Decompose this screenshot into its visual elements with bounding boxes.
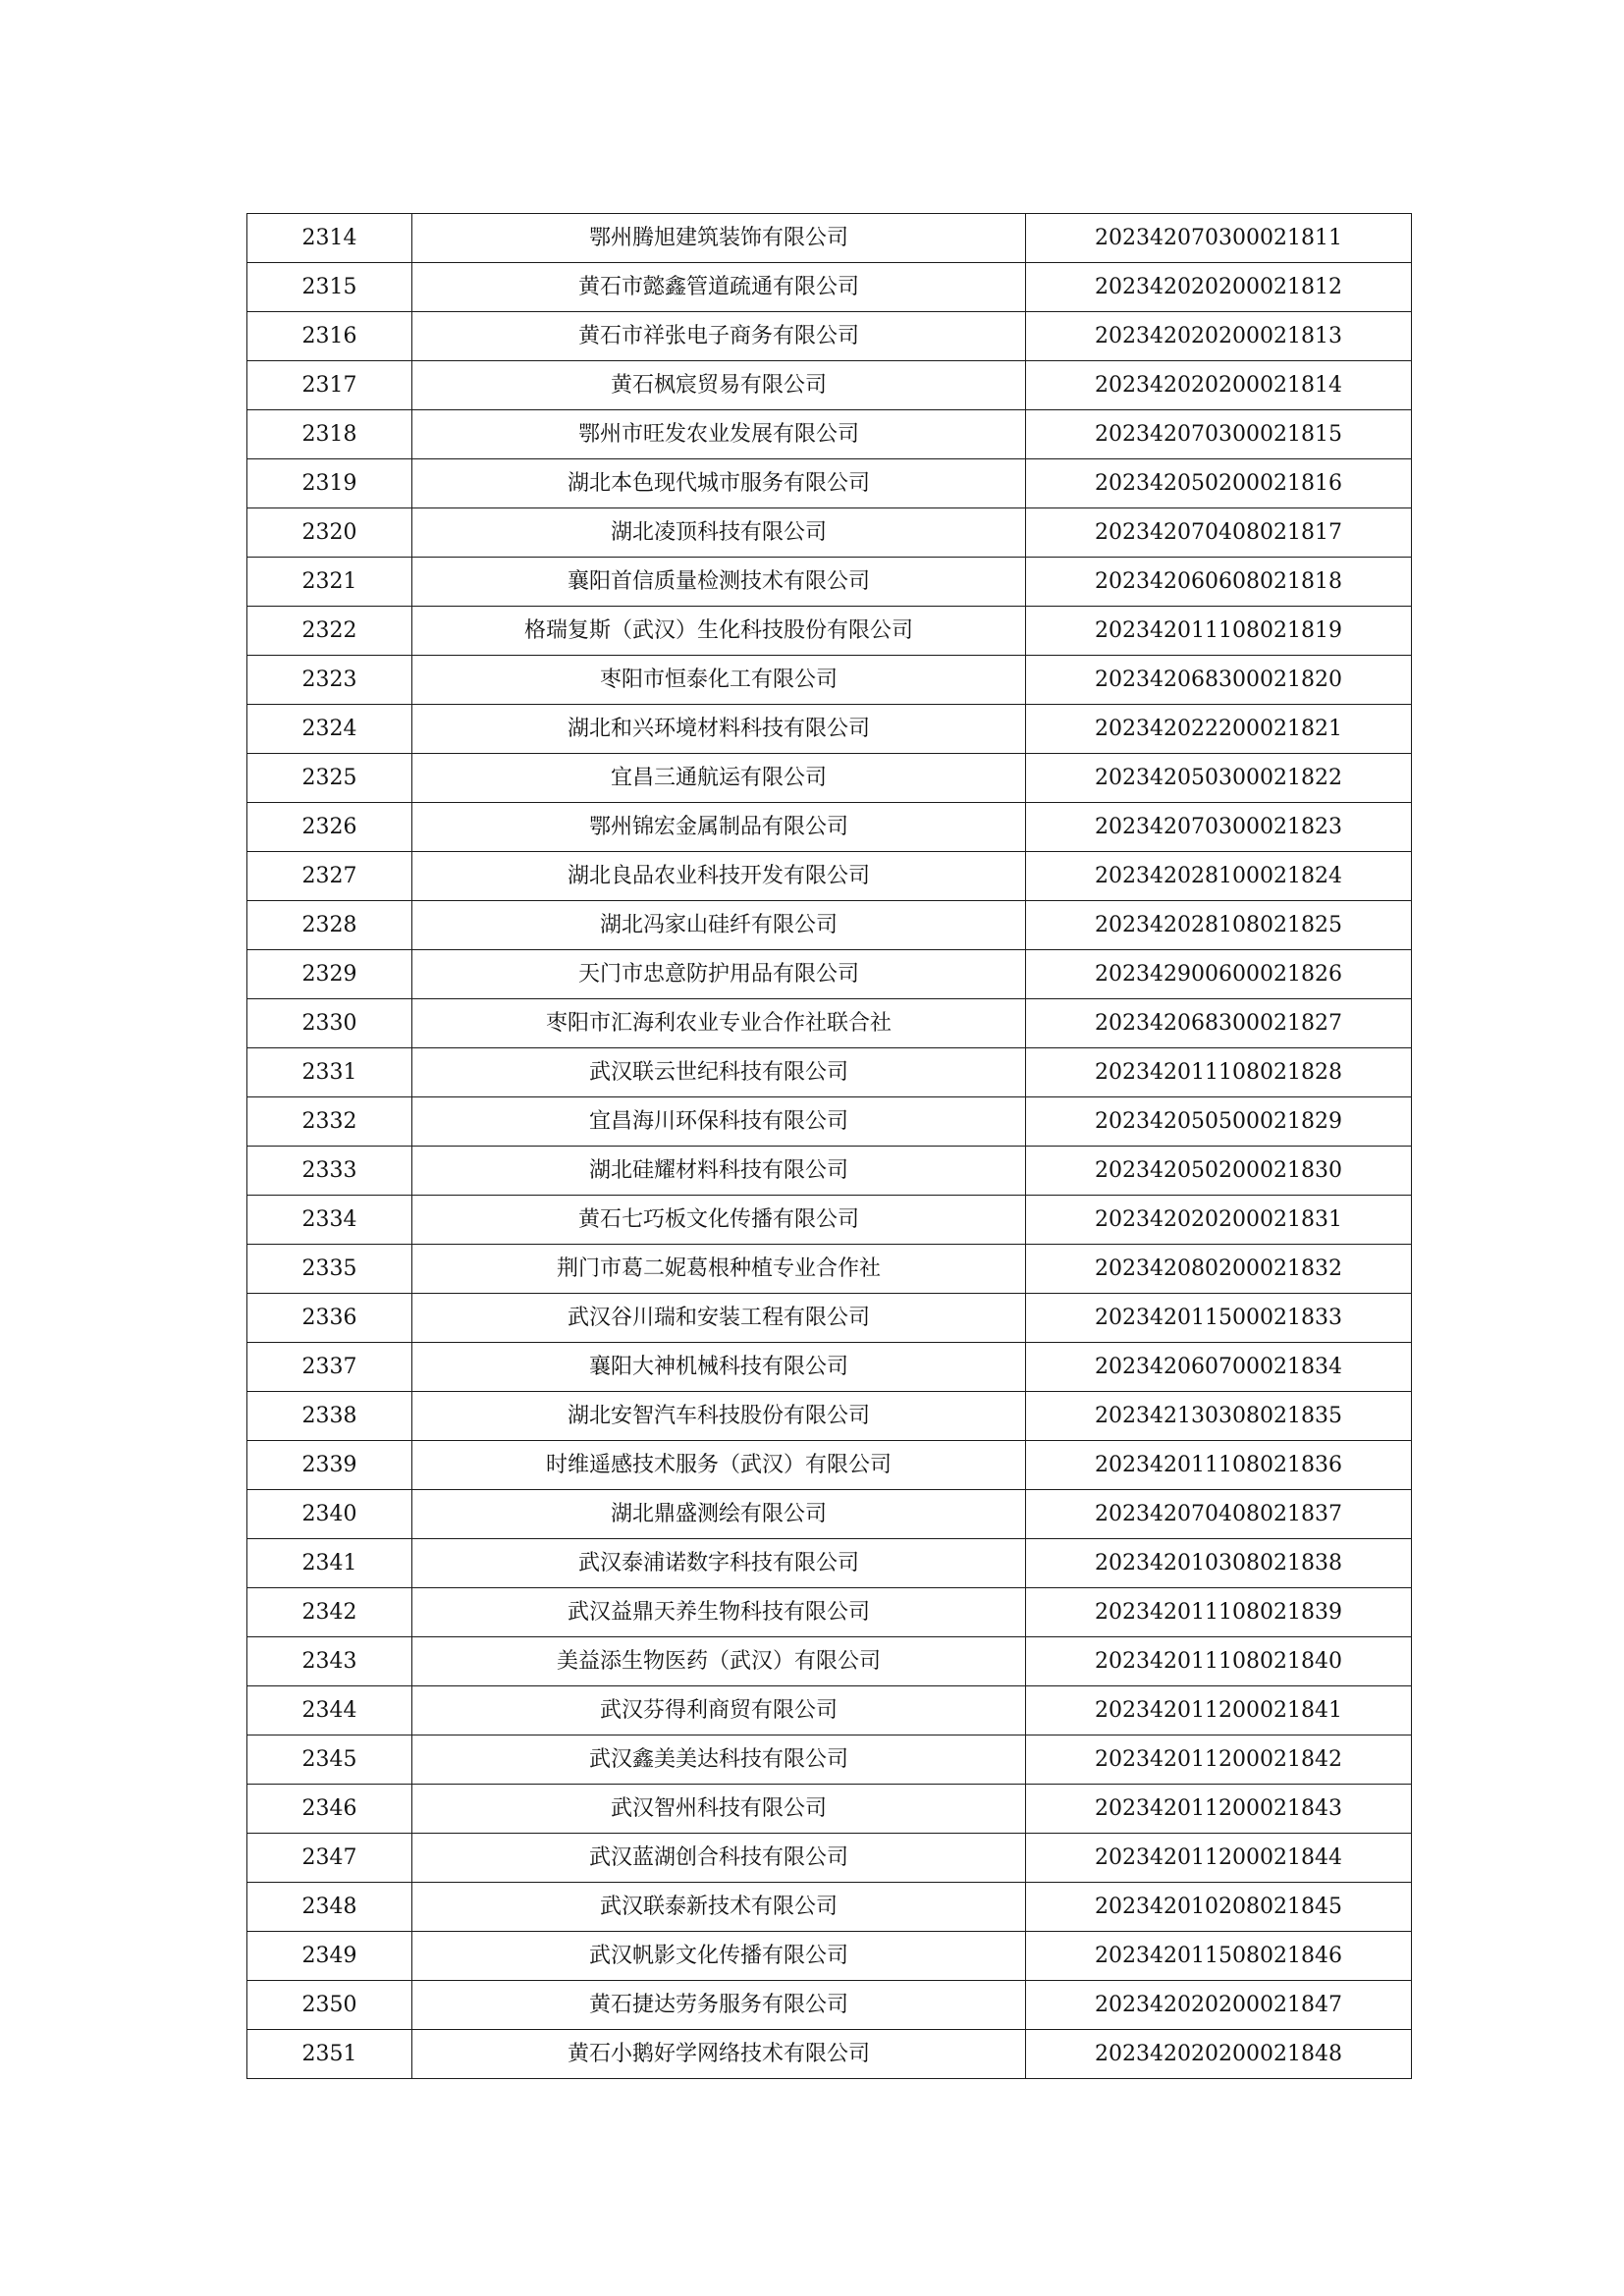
registration-code-cell: 202342068300021827 <box>1026 999 1412 1048</box>
registration-code-cell: 202342070300021811 <box>1026 214 1412 263</box>
registration-code-cell: 202342011108021836 <box>1026 1441 1412 1490</box>
company-name-cell: 武汉联泰新技术有限公司 <box>412 1883 1026 1932</box>
table-row <box>247 312 1412 361</box>
table-body <box>247 214 1412 2079</box>
company-name-cell: 湖北硅耀材料科技有限公司 <box>412 1147 1026 1196</box>
registration-code-cell: 202342028108021825 <box>1026 901 1412 950</box>
row-index-cell: 2322 <box>247 607 412 656</box>
company-name-cell: 武汉泰浦诺数字科技有限公司 <box>412 1539 1026 1588</box>
table-row <box>247 803 1412 852</box>
registration-code-cell: 202342070408021817 <box>1026 508 1412 558</box>
row-index-cell: 2337 <box>247 1343 412 1392</box>
row-index-cell: 2320 <box>247 508 412 558</box>
table-row <box>247 1147 1412 1196</box>
company-name-cell: 武汉益鼎天养生物科技有限公司 <box>412 1588 1026 1637</box>
registration-code-cell: 202342020200021831 <box>1026 1196 1412 1245</box>
table-row <box>247 1097 1412 1147</box>
company-name-cell: 湖北本色现代城市服务有限公司 <box>412 459 1026 508</box>
table-row <box>247 1490 1412 1539</box>
table-row <box>247 1735 1412 1785</box>
table-row <box>247 607 1412 656</box>
table-row <box>247 656 1412 705</box>
row-index-cell: 2329 <box>247 950 412 999</box>
registration-code-cell: 202342011200021843 <box>1026 1785 1412 1834</box>
company-name-cell: 鄂州腾旭建筑装饰有限公司 <box>412 214 1026 263</box>
company-name-cell: 鄂州锦宏金属制品有限公司 <box>412 803 1026 852</box>
company-name-cell: 格瑞复斯（武汉）生化科技股份有限公司 <box>412 607 1026 656</box>
company-name-cell: 黄石市懿鑫管道疏通有限公司 <box>412 263 1026 312</box>
table-row <box>247 1048 1412 1097</box>
table-row <box>247 1834 1412 1883</box>
row-index-cell: 2314 <box>247 214 412 263</box>
company-name-cell: 黄石市祥张电子商务有限公司 <box>412 312 1026 361</box>
row-index-cell: 2338 <box>247 1392 412 1441</box>
row-index-cell: 2315 <box>247 263 412 312</box>
registration-code-cell: 202342011108021819 <box>1026 607 1412 656</box>
company-name-cell: 武汉智州科技有限公司 <box>412 1785 1026 1834</box>
row-index-cell: 2330 <box>247 999 412 1048</box>
registration-code-cell: 202342070300021815 <box>1026 410 1412 459</box>
company-name-cell: 时维遥感技术服务（武汉）有限公司 <box>412 1441 1026 1490</box>
table-row <box>247 1932 1412 1981</box>
registration-code-cell: 202342011108021839 <box>1026 1588 1412 1637</box>
table-row <box>247 950 1412 999</box>
registration-code-cell: 202342011508021846 <box>1026 1932 1412 1981</box>
company-name-cell: 武汉芬得利商贸有限公司 <box>412 1686 1026 1735</box>
table-row <box>247 1245 1412 1294</box>
registration-code-cell: 202342060700021834 <box>1026 1343 1412 1392</box>
company-name-cell: 武汉谷川瑞和安装工程有限公司 <box>412 1294 1026 1343</box>
row-index-cell: 2332 <box>247 1097 412 1147</box>
company-name-cell: 美益添生物医药（武汉）有限公司 <box>412 1637 1026 1686</box>
row-index-cell: 2340 <box>247 1490 412 1539</box>
row-index-cell: 2316 <box>247 312 412 361</box>
company-name-cell: 武汉帆影文化传播有限公司 <box>412 1932 1026 1981</box>
row-index-cell: 2343 <box>247 1637 412 1686</box>
company-name-cell: 武汉蓝湖创合科技有限公司 <box>412 1834 1026 1883</box>
registration-code-cell: 202342900600021826 <box>1026 950 1412 999</box>
company-registry-table <box>246 213 1412 2079</box>
registration-code-cell: 202342011200021844 <box>1026 1834 1412 1883</box>
row-index-cell: 2318 <box>247 410 412 459</box>
company-name-cell: 枣阳市汇海利农业专业合作社联合社 <box>412 999 1026 1048</box>
registration-code-cell: 202342070300021823 <box>1026 803 1412 852</box>
table-row <box>247 263 1412 312</box>
row-index-cell: 2351 <box>247 2030 412 2079</box>
registration-code-cell: 202342070408021837 <box>1026 1490 1412 1539</box>
table-row <box>247 1392 1412 1441</box>
company-name-cell: 黄石捷达劳务服务有限公司 <box>412 1981 1026 2030</box>
row-index-cell: 2319 <box>247 459 412 508</box>
row-index-cell: 2346 <box>247 1785 412 1834</box>
row-index-cell: 2335 <box>247 1245 412 1294</box>
table-row <box>247 410 1412 459</box>
registration-code-cell: 202342011200021842 <box>1026 1735 1412 1785</box>
row-index-cell: 2323 <box>247 656 412 705</box>
table-row <box>247 2030 1412 2079</box>
company-name-cell: 鄂州市旺发农业发展有限公司 <box>412 410 1026 459</box>
registration-code-cell: 202342011108021828 <box>1026 1048 1412 1097</box>
row-index-cell: 2326 <box>247 803 412 852</box>
registration-code-cell: 202342050300021822 <box>1026 754 1412 803</box>
registration-code-cell: 202342011108021840 <box>1026 1637 1412 1686</box>
row-index-cell: 2344 <box>247 1686 412 1735</box>
registration-code-cell: 202342050200021816 <box>1026 459 1412 508</box>
row-index-cell: 2327 <box>247 852 412 901</box>
table-row <box>247 1294 1412 1343</box>
table-row <box>247 1981 1412 2030</box>
table-row <box>247 1539 1412 1588</box>
company-name-cell: 枣阳市恒泰化工有限公司 <box>412 656 1026 705</box>
company-name-cell: 天门市忠意防护用品有限公司 <box>412 950 1026 999</box>
registration-code-cell: 202342028100021824 <box>1026 852 1412 901</box>
table-row <box>247 1883 1412 1932</box>
company-name-cell: 襄阳大神机械科技有限公司 <box>412 1343 1026 1392</box>
row-index-cell: 2328 <box>247 901 412 950</box>
row-index-cell: 2345 <box>247 1735 412 1785</box>
table-row <box>247 1785 1412 1834</box>
registration-code-cell: 202342068300021820 <box>1026 656 1412 705</box>
table-row <box>247 1637 1412 1686</box>
registration-code-cell: 202342020200021812 <box>1026 263 1412 312</box>
table-row <box>247 754 1412 803</box>
registration-code-cell: 202342010208021845 <box>1026 1883 1412 1932</box>
company-name-cell: 武汉联云世纪科技有限公司 <box>412 1048 1026 1097</box>
row-index-cell: 2334 <box>247 1196 412 1245</box>
registration-code-cell: 202342022200021821 <box>1026 705 1412 754</box>
table-row <box>247 508 1412 558</box>
registration-code-cell: 202342130308021835 <box>1026 1392 1412 1441</box>
company-name-cell: 宜昌三通航运有限公司 <box>412 754 1026 803</box>
registration-code-cell: 202342050500021829 <box>1026 1097 1412 1147</box>
table-row <box>247 1196 1412 1245</box>
row-index-cell: 2350 <box>247 1981 412 2030</box>
row-index-cell: 2349 <box>247 1932 412 1981</box>
company-name-cell: 黄石七巧板文化传播有限公司 <box>412 1196 1026 1245</box>
registration-code-cell: 202342011500021833 <box>1026 1294 1412 1343</box>
row-index-cell: 2341 <box>247 1539 412 1588</box>
company-name-cell: 荆门市葛二妮葛根种植专业合作社 <box>412 1245 1026 1294</box>
table-row <box>247 705 1412 754</box>
table-row <box>247 901 1412 950</box>
row-index-cell: 2348 <box>247 1883 412 1932</box>
registration-code-cell: 202342010308021838 <box>1026 1539 1412 1588</box>
row-index-cell: 2317 <box>247 361 412 410</box>
table-row <box>247 1588 1412 1637</box>
row-index-cell: 2339 <box>247 1441 412 1490</box>
row-index-cell: 2321 <box>247 558 412 607</box>
company-name-cell: 湖北和兴环境材料科技有限公司 <box>412 705 1026 754</box>
company-name-cell: 宜昌海川环保科技有限公司 <box>412 1097 1026 1147</box>
table-row <box>247 1441 1412 1490</box>
row-index-cell: 2331 <box>247 1048 412 1097</box>
company-name-cell: 襄阳首信质量检测技术有限公司 <box>412 558 1026 607</box>
row-index-cell: 2347 <box>247 1834 412 1883</box>
table-row <box>247 999 1412 1048</box>
table-row <box>247 852 1412 901</box>
registration-code-cell: 202342080200021832 <box>1026 1245 1412 1294</box>
registration-code-cell: 202342020200021847 <box>1026 1981 1412 2030</box>
company-name-cell: 黄石枫宸贸易有限公司 <box>412 361 1026 410</box>
company-name-cell: 黄石小鹅好学网络技术有限公司 <box>412 2030 1026 2079</box>
row-index-cell: 2336 <box>247 1294 412 1343</box>
company-name-cell: 湖北安智汽车科技股份有限公司 <box>412 1392 1026 1441</box>
row-index-cell: 2342 <box>247 1588 412 1637</box>
table-row <box>247 558 1412 607</box>
table-row <box>247 1686 1412 1735</box>
row-index-cell: 2325 <box>247 754 412 803</box>
registration-code-cell: 202342011200021841 <box>1026 1686 1412 1735</box>
row-index-cell: 2324 <box>247 705 412 754</box>
registration-code-cell: 202342050200021830 <box>1026 1147 1412 1196</box>
company-name-cell: 湖北鼎盛测绘有限公司 <box>412 1490 1026 1539</box>
row-index-cell: 2333 <box>247 1147 412 1196</box>
registration-code-cell: 202342020200021848 <box>1026 2030 1412 2079</box>
company-name-cell: 湖北良品农业科技开发有限公司 <box>412 852 1026 901</box>
table-row <box>247 361 1412 410</box>
company-name-cell: 湖北冯家山硅纤有限公司 <box>412 901 1026 950</box>
registration-code-cell: 202342020200021814 <box>1026 361 1412 410</box>
table-row <box>247 459 1412 508</box>
company-name-cell: 武汉鑫美美达科技有限公司 <box>412 1735 1026 1785</box>
table-row <box>247 1343 1412 1392</box>
table-row <box>247 214 1412 263</box>
registration-code-cell: 202342060608021818 <box>1026 558 1412 607</box>
company-name-cell: 湖北凌顶科技有限公司 <box>412 508 1026 558</box>
registration-code-cell: 202342020200021813 <box>1026 312 1412 361</box>
